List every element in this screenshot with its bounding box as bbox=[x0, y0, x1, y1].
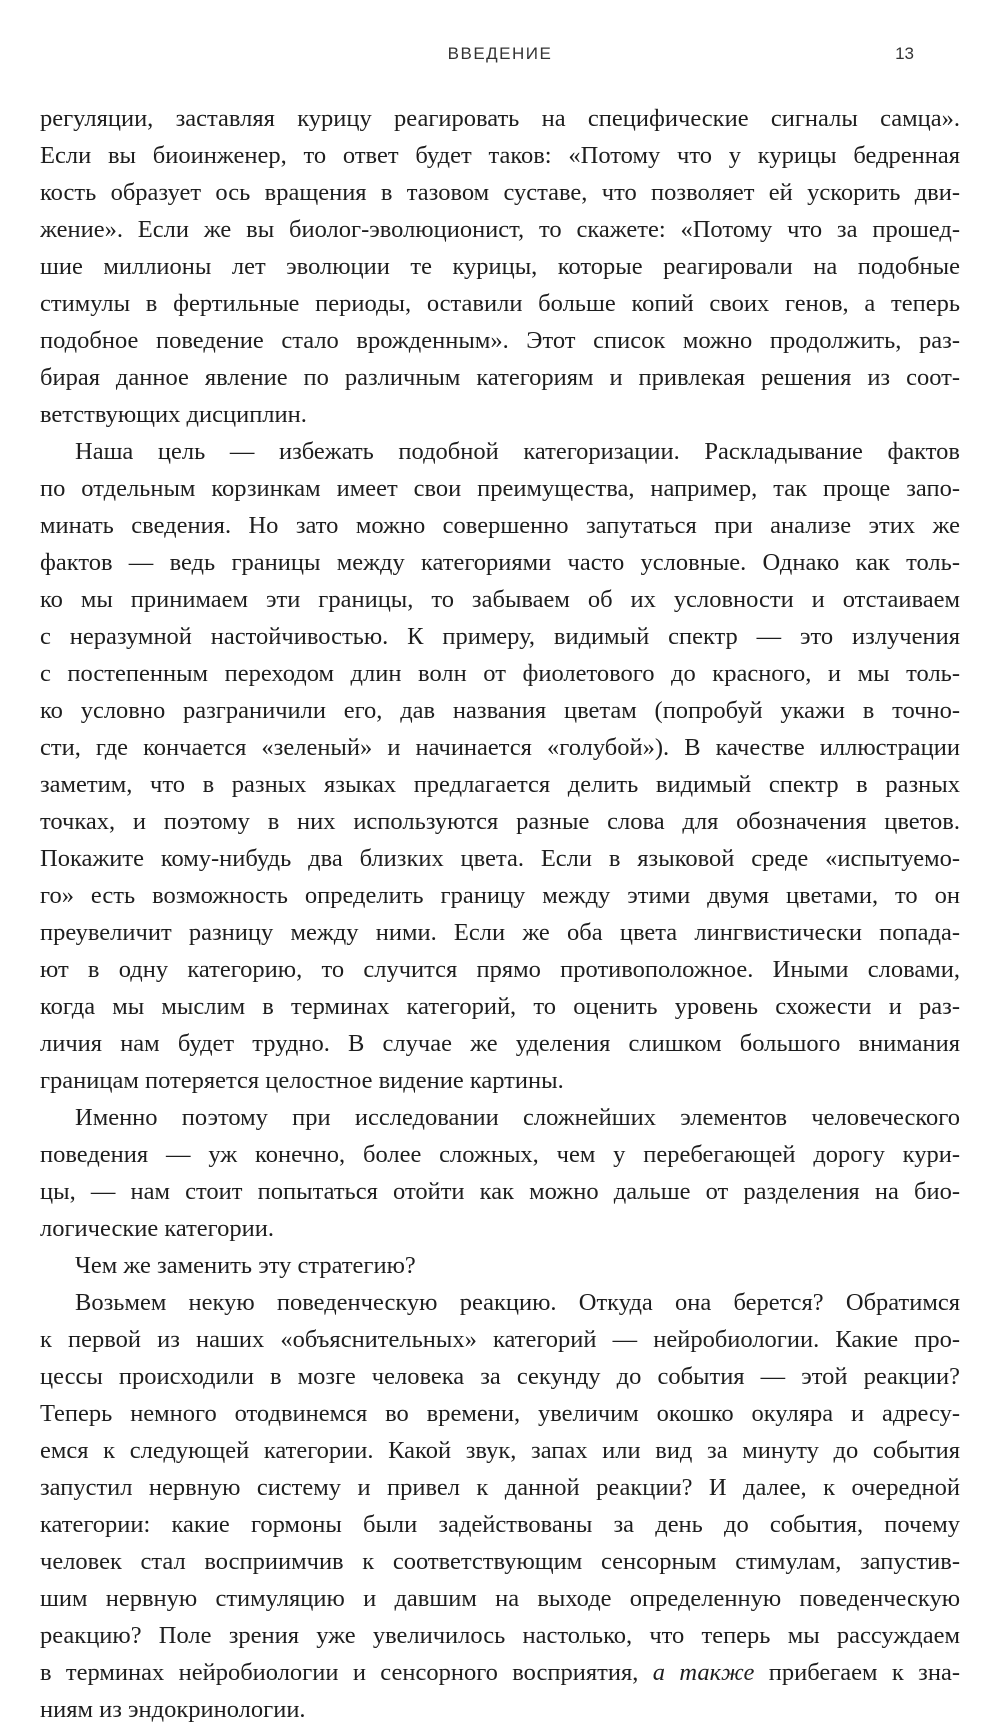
text-line: Именно поэтому при исследовании сложнейших элементов человеческого bbox=[75, 1104, 960, 1131]
text-line: Если вы биоинженер, то ответ будет таков: «Потому что у курицы бедренная bbox=[40, 142, 960, 169]
italic-phrase: а также bbox=[652, 1659, 755, 1686]
text-line: Возьмем некую поведенческую реакцию. Откуда она берется? Обратимся bbox=[75, 1289, 960, 1316]
text-line: логические категории. bbox=[40, 1215, 274, 1242]
text-line bbox=[40, 1654, 960, 1691]
paragraph bbox=[40, 100, 960, 433]
text-line: фактов — ведь границы между категориями часто условные. Однако как толь- bbox=[40, 549, 960, 576]
text-line: к первой из наших «объяснительных» категорий — нейробиологии. Какие про- bbox=[40, 1326, 960, 1353]
text-line: сти, где кончается «зеленый» и начинается «голубой»). В качестве иллюстрации bbox=[40, 734, 960, 761]
text-line: ветствующих дисциплин. bbox=[40, 401, 307, 428]
text-line: человек стал восприимчив к соответствующим сенсорным стимулам, запустив- bbox=[40, 1548, 960, 1575]
text-line: поведения — уж конечно, более сложных, чем у перебегающей дорогу кури- bbox=[40, 1141, 960, 1168]
text-line: с неразумной настойчивостью. К примеру, видимый спектр — это излучения bbox=[40, 623, 960, 650]
paragraph bbox=[40, 1099, 960, 1247]
text-line: бирая данное явление по различным категориям и привлекая решения из соот- bbox=[40, 364, 960, 391]
text-line: реакцию? Поле зрения уже увеличилось настолько, что теперь мы рассуждаем bbox=[40, 1622, 960, 1649]
text-line: шим нервную стимуляцию и давшим на выходе определенную поведенческую bbox=[40, 1585, 960, 1612]
text-line: Чем же заменить эту стратегию? bbox=[75, 1252, 416, 1279]
page-number: 13 bbox=[895, 44, 914, 63]
text-line: цессы происходили в мозге человека за секунду до события — этой реакции? bbox=[40, 1363, 960, 1390]
text-line: ко мы принимаем эти границы, то забываем об их условности и отстаиваем bbox=[40, 586, 960, 613]
text-line: минать сведения. Но зато можно совершенно запутаться при анализе этих же bbox=[40, 512, 960, 539]
text-line: ниям из эндокринологии. bbox=[40, 1696, 306, 1723]
text-line: Наша цель — избежать подобной категоризации. Раскладывание фактов bbox=[75, 438, 960, 465]
text-line: границам потеряется целостное видение картины. bbox=[40, 1067, 564, 1094]
text-segment: в терминах нейробиологии и сенсорного восприятия, bbox=[40, 1659, 653, 1686]
running-title: ВВЕДЕНИЕ bbox=[447, 44, 553, 63]
text-line: Теперь немного отодвинемся во времени, увеличим окошко окуляра и адресу- bbox=[40, 1400, 960, 1427]
text-line: ют в одну категорию, то случится прямо противоположное. Иными словами, bbox=[40, 956, 960, 983]
text-line: кость образует ось вращения в тазовом суставе, что позволяет ей ускорить дви- bbox=[40, 179, 960, 206]
paragraph bbox=[40, 1284, 960, 1728]
text-line: преувеличит разницу между ними. Если же оба цвета лингвистически попада- bbox=[40, 919, 960, 946]
text-line: емся к следующей категории. Какой звук, запах или вид за минуту до события bbox=[40, 1437, 960, 1464]
text-line: запустил нервную систему и привел к данной реакции? И далее, к очередной bbox=[40, 1474, 960, 1501]
text-line: шие миллионы лет эволюции те курицы, которые реагировали на подобные bbox=[40, 253, 960, 280]
paragraph bbox=[40, 433, 960, 1099]
text-line: жение». Если же вы биолог-эволюционист, то скажете: «Потому что за прошед- bbox=[40, 216, 960, 243]
text-line: с постепенным переходом длин волн от фиолетового до красного, и мы толь- bbox=[40, 660, 960, 687]
text-segment: прибегаем к зна- bbox=[754, 1659, 960, 1686]
text-line: регуляции, заставляя курицу реагировать на специфические сигналы самца». bbox=[40, 105, 960, 132]
text-line: личия нам будет трудно. В случае же уделения слишком большого внимания bbox=[40, 1030, 960, 1057]
paragraph bbox=[40, 1247, 960, 1284]
text-line: го» есть возможность определить границу между этими двумя цветами, то он bbox=[40, 882, 960, 909]
text-line: цы, — нам стоит попытаться отойти как можно дальше от разделения на био- bbox=[40, 1178, 960, 1205]
text-line: подобное поведение стало врожденным». Этот список можно продолжить, раз- bbox=[40, 327, 960, 354]
text-line: когда мы мыслим в терминах категорий, то оценить уровень схожести и раз- bbox=[40, 993, 960, 1020]
text-line: заметим, что в разных языках предлагается делить видимый спектр в разных bbox=[40, 771, 960, 798]
text-line: Покажите кому-нибудь два близких цвета. Если в языковой среде «испытуемо- bbox=[40, 845, 960, 872]
text-line: ко условно разграничили его, дав названия цветам (попробуй укажи в точно- bbox=[40, 697, 960, 724]
text-line: стимулы в фертильные периоды, оставили больше копий своих генов, а теперь bbox=[40, 290, 960, 317]
text-line: по отдельным корзинкам имеет свои преимущества, например, так проще запо- bbox=[40, 475, 960, 502]
page-body bbox=[40, 100, 960, 1728]
text-line: точках, и поэтому в них используются разные слова для обозначения цветов. bbox=[40, 808, 960, 835]
text-line: категории: какие гормоны были задействованы за день до события, почему bbox=[40, 1511, 960, 1538]
